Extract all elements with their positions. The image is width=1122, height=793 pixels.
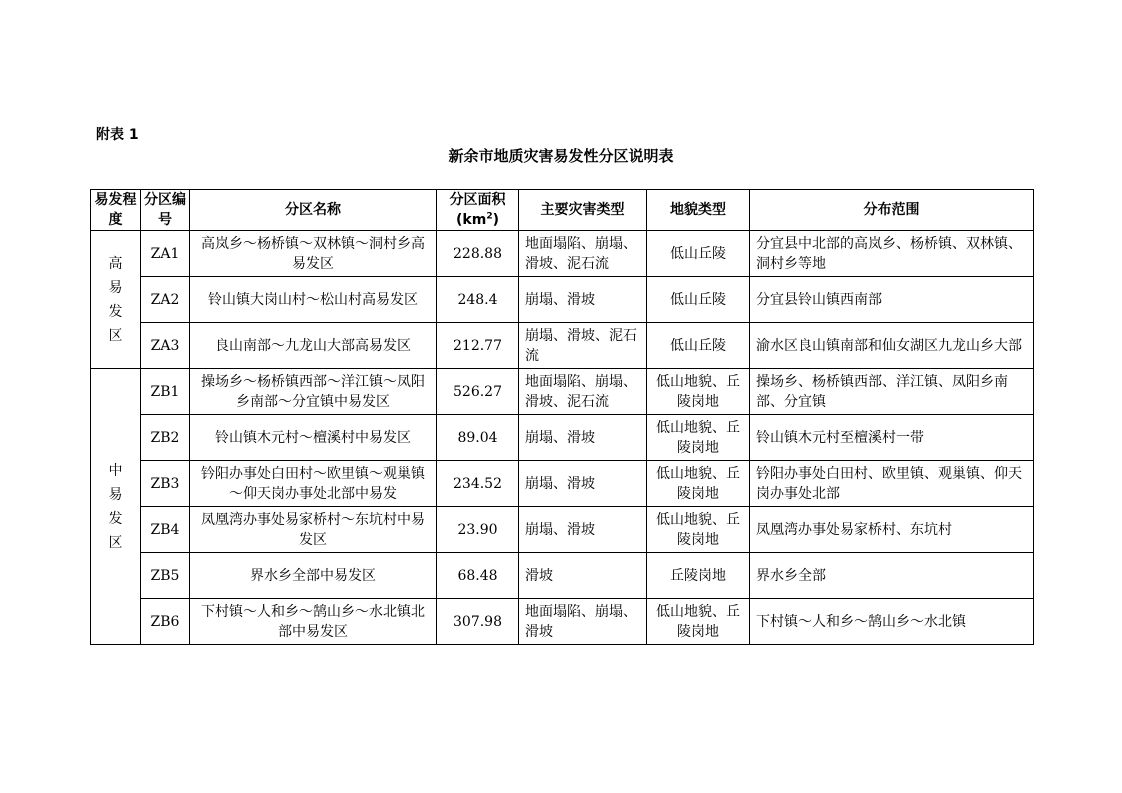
cell-landform: 低山地貌、丘陵岗地: [647, 599, 750, 645]
cell-hazard: 地面塌陷、崩塌、滑坡、泥石流: [519, 369, 647, 415]
cell-hazard: 崩塌、滑坡、泥石流: [519, 323, 647, 369]
cell-area: 526.27: [437, 369, 519, 415]
header-area-unit: $(km^2)$: [456, 211, 499, 228]
cell-area: 248.4: [437, 277, 519, 323]
table-title: 新余市地质灾害易发性分区说明表: [448, 147, 674, 165]
cell-area: 228.88: [437, 231, 519, 277]
cell-name: 高岚乡～杨桥镇～双林镇～洞村乡高易发区: [190, 231, 437, 277]
table-row: [91, 277, 1034, 323]
cell-hazard: 滑坡: [519, 553, 647, 599]
cell-landform: 低山地貌、丘陵岗地: [647, 461, 750, 507]
header-hazard: 主要灾害类型: [519, 190, 647, 231]
cell-code: ZB6: [141, 599, 190, 645]
cell-code: ZA1: [141, 231, 190, 277]
cell-landform: 低山地貌、丘陵岗地: [647, 415, 750, 461]
cell-code: ZB5: [141, 553, 190, 599]
cell-code: ZB2: [141, 415, 190, 461]
table-row: [91, 599, 1034, 645]
cell-landform: 低山丘陵: [647, 277, 750, 323]
cell-hazard: 地面塌陷、崩塌、滑坡: [519, 599, 647, 645]
cell-name: 操场乡～杨桥镇西部～洋江镇～凤阳乡南部～分宜镇中易发区: [190, 369, 437, 415]
cell-landform: 低山丘陵: [647, 323, 750, 369]
cell-name: 下村镇～人和乡～鹄山乡～水北镇北部中易发区: [190, 599, 437, 645]
cell-range: 下村镇～人和乡～鹄山乡～水北镇: [750, 599, 1034, 645]
group-high: 高易发区: [91, 231, 141, 369]
header-area: [437, 190, 519, 231]
cell-hazard: 崩塌、滑坡: [519, 507, 647, 553]
cell-name: 界水乡全部中易发区: [190, 553, 437, 599]
hazard-zoning-table: [90, 189, 1034, 645]
table-row: [91, 461, 1034, 507]
cell-name: 钤阳办事处白田村～欧里镇～观巢镇～仰天岗办事处北部中易发: [190, 461, 437, 507]
cell-area: 68.48: [437, 553, 519, 599]
table-row: [91, 231, 1034, 277]
cell-code: ZA3: [141, 323, 190, 369]
header-row: [91, 190, 1034, 231]
header-name: 分区名称: [190, 190, 437, 231]
cell-range: 操场乡、杨桥镇西部、洋江镇、凤阳乡南部、分宜镇: [750, 369, 1034, 415]
table-row: [91, 369, 1034, 415]
table-row: [91, 507, 1034, 553]
cell-range: 钤阳办事处白田村、欧里镇、观巢镇、仰天岗办事处北部: [750, 461, 1034, 507]
cell-name: 凤凰湾办事处易家桥村～东坑村中易发区: [190, 507, 437, 553]
header-level: 易发程度: [91, 190, 141, 231]
header-range: 分布范围: [750, 190, 1034, 231]
header-landform: 地貌类型: [647, 190, 750, 231]
cell-hazard: 崩塌、滑坡: [519, 277, 647, 323]
cell-range: 凤凰湾办事处易家桥村、东坑村: [750, 507, 1034, 553]
cell-code: ZB3: [141, 461, 190, 507]
cell-area: 234.52: [437, 461, 519, 507]
cell-hazard: 崩塌、滑坡: [519, 415, 647, 461]
cell-code: ZA2: [141, 277, 190, 323]
cell-hazard: 崩塌、滑坡: [519, 461, 647, 507]
cell-range: 界水乡全部: [750, 553, 1034, 599]
cell-area: 307.98: [437, 599, 519, 645]
cell-code: ZB1: [141, 369, 190, 415]
cell-range: 渝水区良山镇南部和仙女湖区九龙山乡大部: [750, 323, 1034, 369]
header-area-label: 分区面积: [449, 192, 506, 208]
cell-range: 分宜县中北部的高岚乡、杨桥镇、双林镇、洞村乡等地: [750, 231, 1034, 277]
cell-code: ZB4: [141, 507, 190, 553]
cell-area: 89.04: [437, 415, 519, 461]
cell-name: 良山南部～九龙山大部高易发区: [190, 323, 437, 369]
cell-range: 铃山镇木元村至檀溪村一带: [750, 415, 1034, 461]
cell-landform: 低山丘陵: [647, 231, 750, 277]
cell-name: 铃山镇大岗山村～松山村高易发区: [190, 277, 437, 323]
group-medium: 中易发区: [91, 369, 141, 645]
cell-hazard: 地面塌陷、崩塌、滑坡、泥石流: [519, 231, 647, 277]
cell-area: 23.90: [437, 507, 519, 553]
cell-name: 铃山镇木元村～檀溪村中易发区: [190, 415, 437, 461]
cell-landform: 低山地貌、丘陵岗地: [647, 369, 750, 415]
cell-landform: 丘陵岗地: [647, 553, 750, 599]
table-row: [91, 553, 1034, 599]
cell-area: 212.77: [437, 323, 519, 369]
table-row: [91, 323, 1034, 369]
header-code: 分区编号: [141, 190, 190, 231]
annex-label: 附表 1: [96, 127, 139, 143]
cell-landform: 低山地貌、丘陵岗地: [647, 507, 750, 553]
table-row: [91, 415, 1034, 461]
cell-range: 分宜县铃山镇西南部: [750, 277, 1034, 323]
